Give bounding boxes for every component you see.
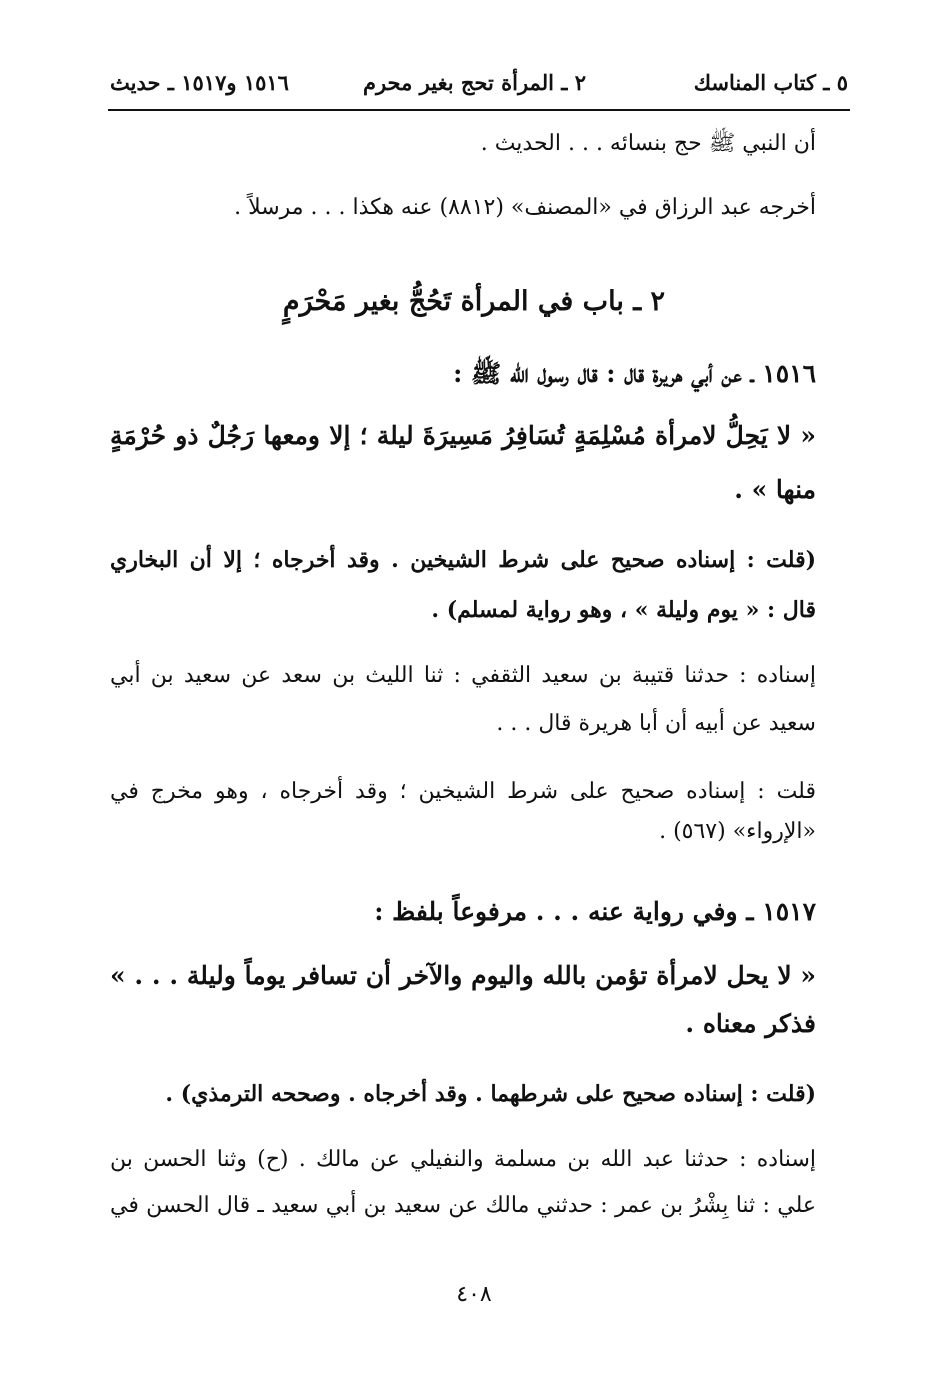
isnad-1516: إسناده : حدثنا قتيبة بن سعيد الثقفي : ثنا الليث بن سعد عن سعيد بن أبي bbox=[110, 663, 816, 688]
grading-note: (قلت : إسناده صحيح على شرط الشيخين . وقد أخرجاه ؛ إلا أن البخاري bbox=[110, 547, 816, 573]
isnad-1517-cont: علي : ثنا بِشْرُ بن عمر : حدثني مالك عن سعيد بن أبي سعيد ـ قال الحسن في bbox=[110, 1193, 816, 1218]
hadith-1517-heading: ١٥١٧ ـ وفي رواية عنه . . . مرفوعاً بلفظ : bbox=[374, 897, 816, 926]
grading-note-end: قال : « يوم وليلة » ، وهو رواية لمسلم) . bbox=[431, 597, 816, 623]
page-number: ٤٠٨ bbox=[456, 1282, 492, 1307]
header-book-title: ٥ ـ كتاب المناسك bbox=[693, 70, 848, 95]
isnad-1516-end: سعيد عن أبيه أن أبا هريرة قال . . . bbox=[496, 711, 816, 736]
comment-1516-end: «الإرواء» (٥٦٧) . bbox=[659, 819, 816, 844]
chapter-title: ٢ ـ باب في المرأة تَحُجُّ بغير مَحْرَمٍ bbox=[282, 286, 666, 317]
hadith-1516-heading: ١٥١٦ ـ عن أبي هريرة قال : قال رسول الله ﷺ : bbox=[453, 359, 816, 388]
text-line: أن النبي ﷺ حج بنسائه . . . الحديث . bbox=[480, 131, 816, 156]
isnad-1517: إسناده : حدثنا عبد الله بن مسلمة والنفيلي عن مالك . (ح) وثنا الحسن بن bbox=[110, 1147, 816, 1172]
header-divider bbox=[108, 109, 850, 111]
text-line: أخرجه عبد الرزاق في «المصنف» (٨٨١٢) عنه هكذا . . . مرسلاً . bbox=[234, 195, 816, 220]
header-chapter-title: ٢ ـ المرأة تحج بغير محرم bbox=[362, 70, 586, 95]
comment-1516: قلت : إسناده صحيح على شرط الشيخين ؛ وقد أخرجاه ، وهو مخرج في bbox=[110, 779, 816, 804]
header-hadith-range: ١٥١٦ و١٥١٧ ـ حديث bbox=[110, 70, 289, 95]
hadith-1517-text-end: فذكر معناه . bbox=[685, 1009, 816, 1038]
hadith-1516-text-end: منها » . bbox=[734, 475, 816, 504]
running-header bbox=[110, 66, 848, 106]
grading-note-1517: (قلت : إسناده صحيح على شرطهما . وقد أخرجاه . وصححه الترمذي) . bbox=[165, 1081, 816, 1107]
hadith-1516-text: « لا يَحِلُّ لامرأة مُسْلِمَةٍ تُسَافِرُ مَسِيرَةَ ليلة ؛ إلا ومعها رَجُلٌ ذو حُرْمَةٍ bbox=[110, 421, 816, 450]
hadith-1517-text: « لا يحل لامرأة تؤمن بالله واليوم والآخر أن تسافر يوماً وليلة . . . » bbox=[110, 961, 816, 990]
